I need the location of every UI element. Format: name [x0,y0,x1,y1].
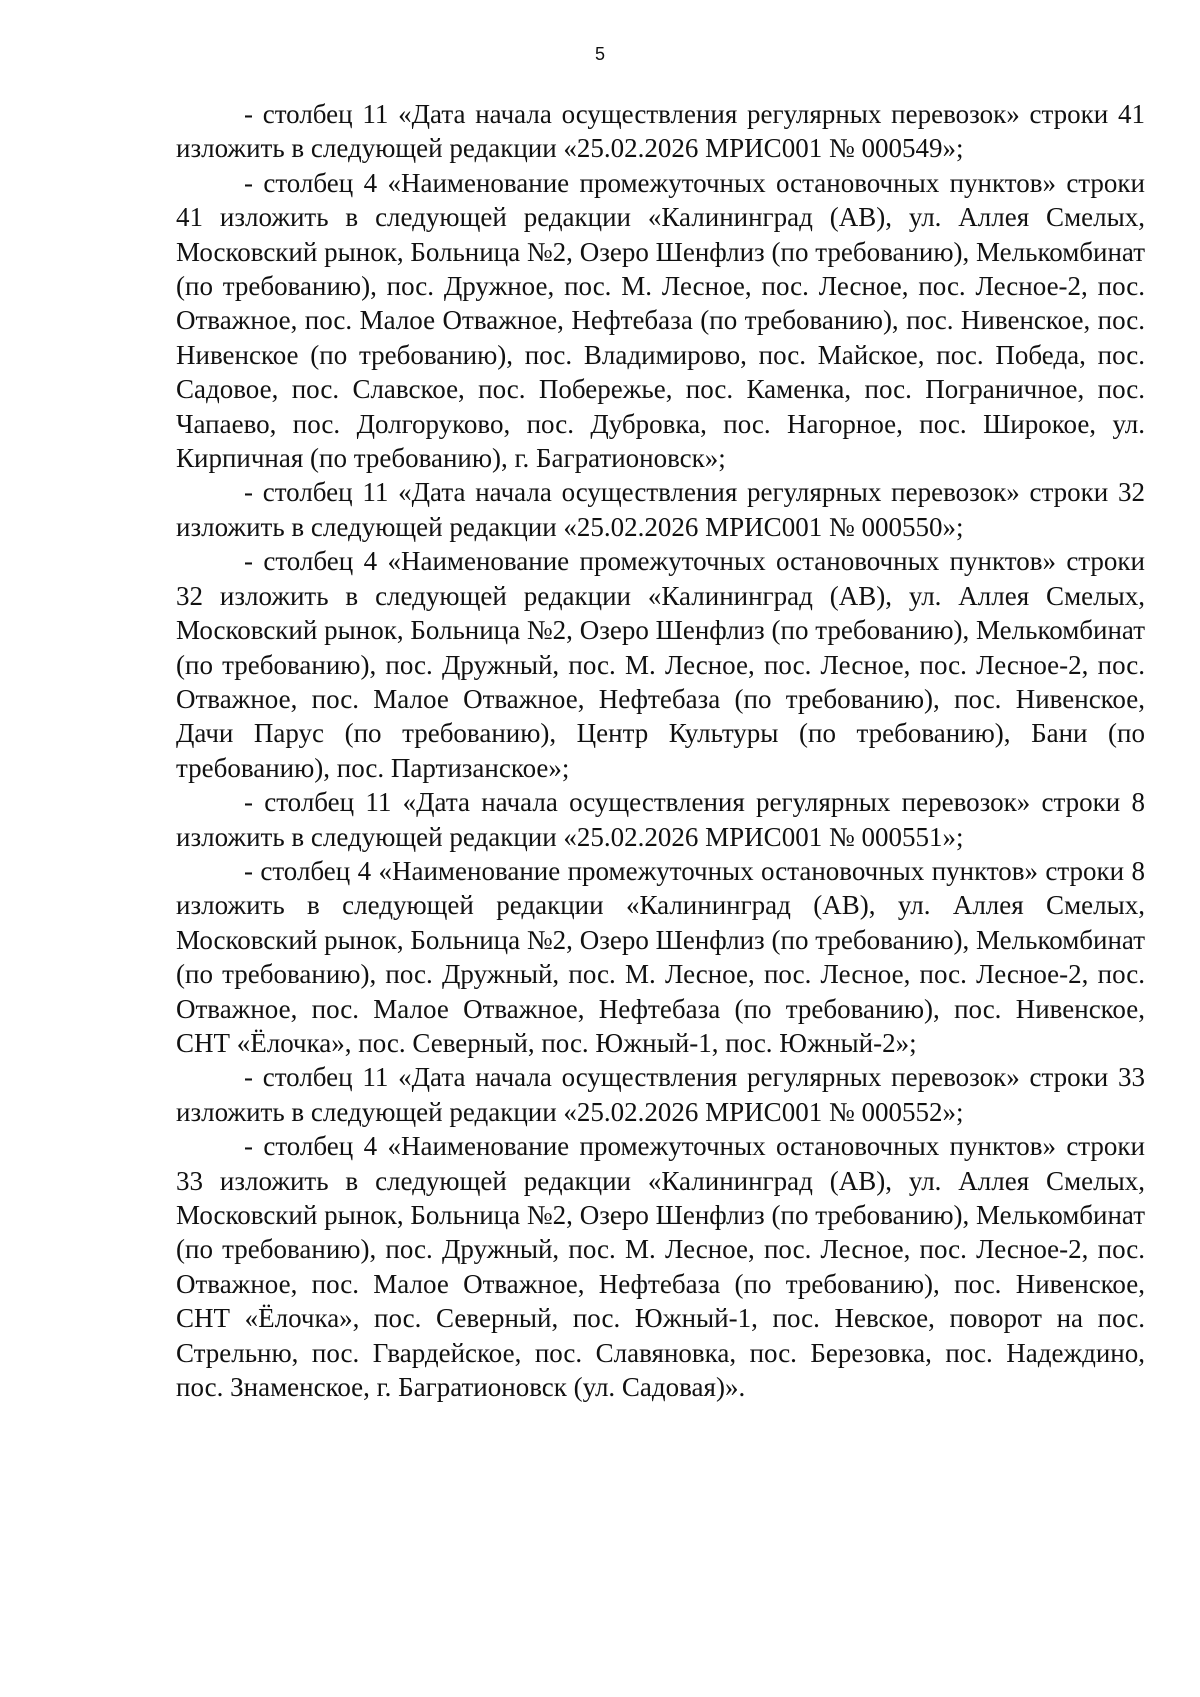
paragraph-column-11-row-8: - столбец 11 «Дата начала осуществления регулярных перевозок» строки 8 изложить в следующей редакции «25.02.2026 МРИС001 № 000551»; [176,787,1145,852]
paragraph-column-4-row-41: - столбец 4 «Наименование промежуточных остановочных пунктов» строки 41 изложить в следующей редакции «Калининград (АВ), ул. Аллея Смелых, Московский рынок, Больница №2, Озеро Шенфлиз (по требованию), Мелькомбинат (по требованию), пос. Дружное, пос. М. Лесное, пос. Лесное, пос. Лесное-2, пос. Отважное, пос. Малое Отважное, Нефтебаза (по требованию), пос. Нивенское, пос. Нивенское (по требованию), пос. Владимирово, пос. Майское, пос. Победа, пос. Садовое, пос. Славское, пос. Побережье, пос. Каменка, пос. Пограничное, пос. Чапаево, пос. Долгоруково, пос. Дубровка, пос. Нагорное, пос. Широкое, ул. Кирпичная (по требованию), г. Багратионовск»; [176,167,1145,474]
paragraph-column-4-row-8: - столбец 4 «Наименование промежуточных остановочных пунктов» строки 8 изложить в следующей редакции «Калининград (АВ), ул. Аллея Смелых, Московский рынок, Больница №2, Озеро Шенфлиз (по требованию), Мелькомбинат (по требованию), пос. Дружный, пос. М. Лесное, пос. Лесное, пос. Лесное-2, пос. Отважное, пос. Малое Отважное, Нефтебаза (по требованию), пос. Нивенское, СНТ «Ёлочка», пос. Северный, пос. Южный-1, пос. Южный-2»; [176,855,1145,1058]
paragraph-column-11-row-32: - столбец 11 «Дата начала осуществления регулярных перевозок» строки 32 изложить в следующей редакции «25.02.2026 МРИС001 № 000550»; [176,477,1145,542]
paragraph-column-4-row-32: - столбец 4 «Наименование промежуточных остановочных пунктов» строки 32 изложить в следующей редакции «Калининград (АВ), ул. Аллея Смелых, Московский рынок, Больница №2, Озеро Шенфлиз (по требованию), Мелькомбинат (по требованию), пос. Дружный, пос. М. Лесное, пос. Лесное, пос. Лесное-2, пос. Отважное, пос. Малое Отважное, Нефтебаза (по требованию), пос. Нивенское, Дачи Парус (по требованию), Центр Культуры (по требованию), Бани (по требованию), пос. Партизанское»; [176,546,1145,783]
paragraph-column-11-row-33: - столбец 11 «Дата начала осуществления регулярных перевозок» строки 33 изложить в следующей редакции «25.02.2026 МРИС001 № 000552»; [176,1062,1145,1127]
paragraph-column-11-row-41: - столбец 11 «Дата начала осуществления регулярных перевозок» строки 41 изложить в следующей редакции «25.02.2026 МРИС001 № 000549»; [176,99,1145,164]
paragraph-column-4-row-33: - столбец 4 «Наименование промежуточных остановочных пунктов» строки 33 изложить в следующей редакции «Калининград (АВ), ул. Аллея Смелых, Московский рынок, Больница №2, Озеро Шенфлиз (по требованию), Мелькомбинат (по требованию), пос. Дружный, пос. М. Лесное, пос. Лесное, пос. Лесное-2, пос. Отважное, пос. Малое Отважное, Нефтебаза (по требованию), пос. Нивенское, СНТ «Ёлочка», пос. Северный, пос. Южный-1, пос. Невское, поворот на пос. Стрельню, пос. Гвардейское, пос. Славяновка, пос. Березовка, пос. Надеждино, пос. Знаменское, г. Багратионовск (ул. Садовая)». [176,1131,1145,1403]
document-body [176,97,1145,1404]
page-number: 5 [594,44,605,64]
